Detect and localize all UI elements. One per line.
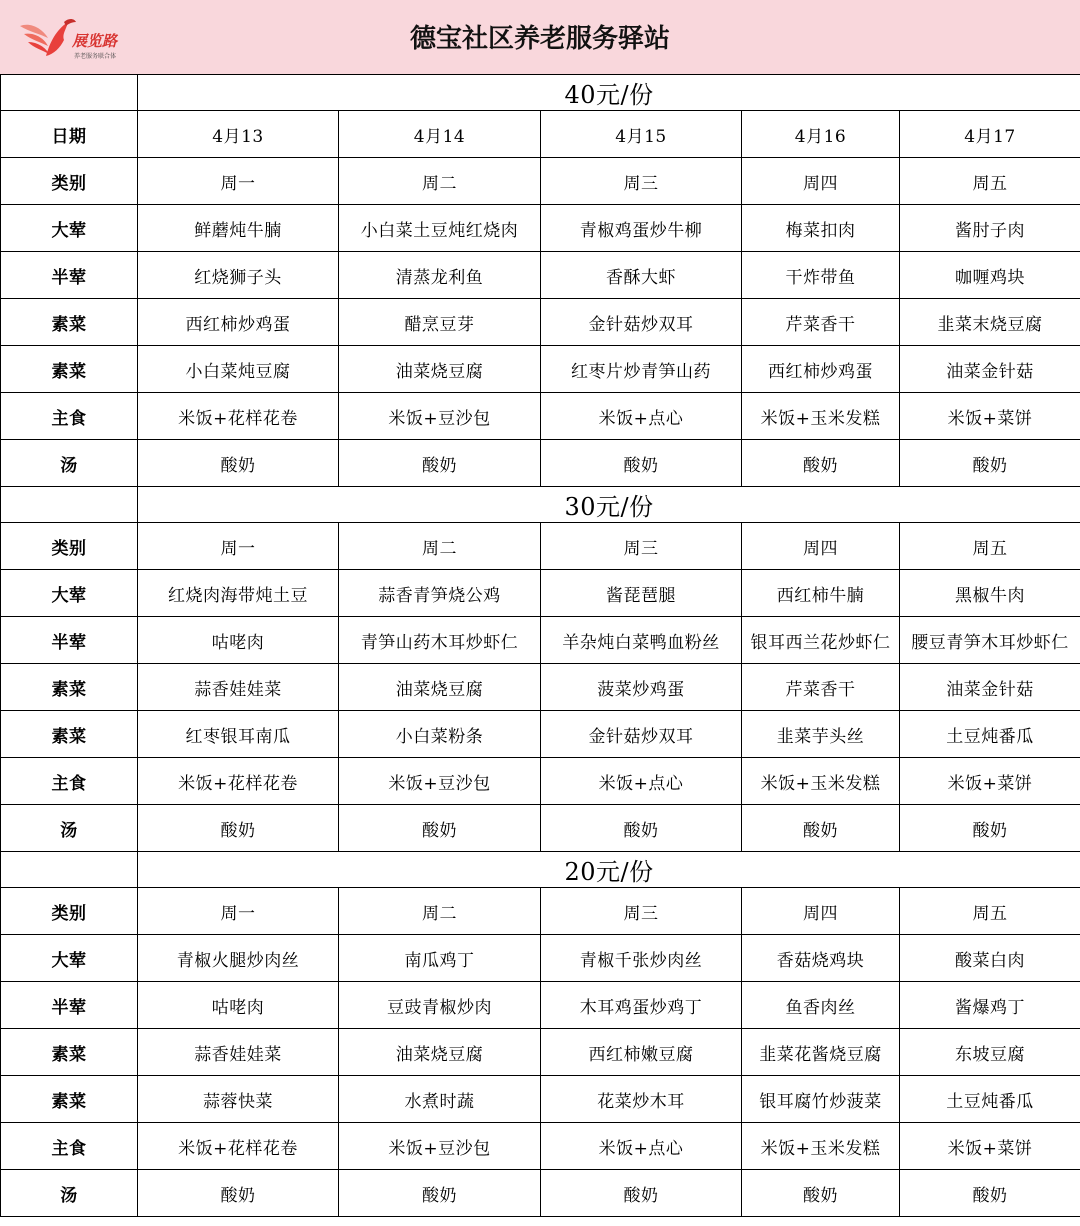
table-row: [1, 1123, 1080, 1170]
menu-cell: 香酥大虾: [541, 252, 742, 299]
menu-cell: 水煮时蔬: [339, 1076, 541, 1123]
menu-cell: 米饭+花样花卷: [138, 393, 339, 440]
row-label: 素菜: [1, 299, 138, 346]
menu-cell: 米饭+菜饼: [900, 758, 1080, 805]
menu-cell: 芹菜香干: [742, 664, 900, 711]
menu-cell: 酸奶: [138, 1170, 339, 1217]
menu-cell: 酸奶: [742, 805, 900, 852]
menu-cell: 酸奶: [900, 1170, 1080, 1217]
menu-cell: 周二: [339, 158, 541, 205]
menu-cell: 红枣片炒青笋山药: [541, 346, 742, 393]
menu-cell: 酸奶: [742, 1170, 900, 1217]
row-label: 大荤: [1, 935, 138, 982]
section-price-heading: 20元/份: [138, 852, 1080, 888]
table-row: [1, 440, 1080, 487]
menu-cell: 鱼香肉丝: [742, 982, 900, 1029]
table-row: [1, 393, 1080, 440]
menu-cell: 红烧狮子头: [138, 252, 339, 299]
menu-cell: 酸奶: [541, 440, 742, 487]
menu-cell: 酸奶: [339, 440, 541, 487]
menu-cell: 韭菜花酱烧豆腐: [742, 1029, 900, 1076]
row-label: 日期: [1, 111, 138, 158]
menu-cell: 酸奶: [138, 805, 339, 852]
menu-cell: 西红柿炒鸡蛋: [138, 299, 339, 346]
menu-cell: 油菜烧豆腐: [339, 664, 541, 711]
menu-cell: 羊杂炖白菜鸭血粉丝: [541, 617, 742, 664]
price-row: [1, 487, 1080, 523]
menu-cell: 米饭+菜饼: [900, 393, 1080, 440]
menu-cell: 周五: [900, 523, 1080, 570]
price-row-blank-cell: [1, 75, 138, 111]
table-row: [1, 1076, 1080, 1123]
menu-cell: 金针菇炒双耳: [541, 299, 742, 346]
menu-cell: 芹菜香干: [742, 299, 900, 346]
menu-cell: 韭菜芋头丝: [742, 711, 900, 758]
menu-cell: 周三: [541, 158, 742, 205]
table-row: [1, 1170, 1080, 1217]
menu-cell: 周三: [541, 523, 742, 570]
menu-cell: 米饭+豆沙包: [339, 1123, 541, 1170]
menu-cell: 酸奶: [339, 1170, 541, 1217]
menu-cell: 梅菜扣肉: [742, 205, 900, 252]
menu-cell: 周一: [138, 888, 339, 935]
menu-cell: 酸奶: [742, 440, 900, 487]
menu-cell: 酸菜白肉: [900, 935, 1080, 982]
menu-cell: 米饭+菜饼: [900, 1123, 1080, 1170]
row-label: 类别: [1, 888, 138, 935]
menu-cell: 小白菜粉条: [339, 711, 541, 758]
price-row-blank-cell: [1, 487, 138, 523]
table-row: [1, 805, 1080, 852]
menu-cell: 清蒸龙利鱼: [339, 252, 541, 299]
menu-cell: 土豆炖番瓜: [900, 711, 1080, 758]
menu-cell: 酸奶: [541, 805, 742, 852]
menu-cell: 周四: [742, 888, 900, 935]
menu-cell: 蒜香娃娃菜: [138, 1029, 339, 1076]
menu-cell: 4月16: [742, 111, 900, 158]
menu-cell: 4月17: [900, 111, 1080, 158]
menu-cell: 米饭+玉米发糕: [742, 393, 900, 440]
menu-cell: 红枣银耳南瓜: [138, 711, 339, 758]
menu-cell: 酱琵琶腿: [541, 570, 742, 617]
menu-cell: 4月15: [541, 111, 742, 158]
menu-cell: 米饭+点心: [541, 758, 742, 805]
menu-cell: 米饭+点心: [541, 393, 742, 440]
row-label: 素菜: [1, 346, 138, 393]
menu-body: [1, 75, 1080, 1217]
price-row-blank-cell: [1, 852, 138, 888]
table-row: [1, 111, 1080, 158]
table-row: [1, 570, 1080, 617]
row-label: 汤: [1, 440, 138, 487]
menu-cell: 蒜香青笋烧公鸡: [339, 570, 541, 617]
menu-cell: 东坡豆腐: [900, 1029, 1080, 1076]
table-row: [1, 935, 1080, 982]
menu-cell: 周五: [900, 158, 1080, 205]
menu-cell: 南瓜鸡丁: [339, 935, 541, 982]
row-label: 素菜: [1, 664, 138, 711]
menu-cell: 蒜香娃娃菜: [138, 664, 339, 711]
table-row: [1, 888, 1080, 935]
table-row: [1, 523, 1080, 570]
menu-cell: 金针菇炒双耳: [541, 711, 742, 758]
page-title: 德宝社区养老服务驿站: [409, 24, 670, 54]
table-row: [1, 617, 1080, 664]
row-label: 类别: [1, 523, 138, 570]
row-label: 半荤: [1, 252, 138, 299]
menu-cell: 酸奶: [900, 440, 1080, 487]
menu-table: [0, 74, 1080, 1217]
menu-cell: 酱爆鸡丁: [900, 982, 1080, 1029]
menu-cell: 酸奶: [541, 1170, 742, 1217]
menu-cell: 油菜烧豆腐: [339, 1029, 541, 1076]
menu-cell: 鲜蘑炖牛腩: [138, 205, 339, 252]
row-label: 素菜: [1, 1029, 138, 1076]
menu-cell: 小白菜炖豆腐: [138, 346, 339, 393]
menu-cell: 小白菜土豆炖红烧肉: [339, 205, 541, 252]
table-row: [1, 252, 1080, 299]
table-row: [1, 299, 1080, 346]
menu-cell: 酸奶: [900, 805, 1080, 852]
menu-cell: 米饭+玉米发糕: [742, 758, 900, 805]
menu-cell: 西红柿嫩豆腐: [541, 1029, 742, 1076]
row-label: 半荤: [1, 982, 138, 1029]
menu-cell: 米饭+花样花卷: [138, 1123, 339, 1170]
table-row: [1, 1029, 1080, 1076]
menu-cell: 油菜烧豆腐: [339, 346, 541, 393]
price-row: [1, 75, 1080, 111]
row-label: 主食: [1, 1123, 138, 1170]
menu-cell: 西红柿牛腩: [742, 570, 900, 617]
menu-cell: 蒜蓉快菜: [138, 1076, 339, 1123]
row-label: 素菜: [1, 1076, 138, 1123]
menu-cell: 干炸带鱼: [742, 252, 900, 299]
row-label: 大荤: [1, 205, 138, 252]
menu-cell: 周三: [541, 888, 742, 935]
menu-cell: 咖喱鸡块: [900, 252, 1080, 299]
menu-cell: 油菜金针菇: [900, 664, 1080, 711]
menu-cell: 青笋山药木耳炒虾仁: [339, 617, 541, 664]
logo-text: 展览路: [72, 32, 118, 50]
menu-cell: 油菜金针菇: [900, 346, 1080, 393]
menu-cell: 木耳鸡蛋炒鸡丁: [541, 982, 742, 1029]
menu-cell: 4月13: [138, 111, 339, 158]
row-label: 半荤: [1, 617, 138, 664]
menu-cell: 米饭+点心: [541, 1123, 742, 1170]
menu-cell: 香菇烧鸡块: [742, 935, 900, 982]
menu-cell: 周一: [138, 158, 339, 205]
menu-cell: 米饭+花样花卷: [138, 758, 339, 805]
menu-cell: 银耳腐竹炒菠菜: [742, 1076, 900, 1123]
row-label: 汤: [1, 1170, 138, 1217]
menu-cell: 周四: [742, 523, 900, 570]
menu-cell: 花菜炒木耳: [541, 1076, 742, 1123]
menu-cell: 周一: [138, 523, 339, 570]
table-row: [1, 982, 1080, 1029]
section-price-heading: 40元/份: [138, 75, 1080, 111]
row-label: 素菜: [1, 711, 138, 758]
menu-cell: 米饭+豆沙包: [339, 393, 541, 440]
row-label: 大荤: [1, 570, 138, 617]
menu-cell: 周二: [339, 523, 541, 570]
table-row: [1, 346, 1080, 393]
menu-cell: 银耳西兰花炒虾仁: [742, 617, 900, 664]
table-row: [1, 158, 1080, 205]
menu-cell: 酸奶: [138, 440, 339, 487]
section-price-heading: 30元/份: [138, 487, 1080, 523]
row-label: 主食: [1, 758, 138, 805]
menu-cell: 周二: [339, 888, 541, 935]
menu-cell: 腰豆青笋木耳炒虾仁: [900, 617, 1080, 664]
menu-cell: 周四: [742, 158, 900, 205]
menu-cell: 酱肘子肉: [900, 205, 1080, 252]
table-row: [1, 711, 1080, 758]
menu-cell: 黑椒牛肉: [900, 570, 1080, 617]
menu-cell: 米饭+玉米发糕: [742, 1123, 900, 1170]
menu-cell: 青椒千张炒肉丝: [541, 935, 742, 982]
menu-cell: 红烧肉海带炖土豆: [138, 570, 339, 617]
menu-cell: 米饭+豆沙包: [339, 758, 541, 805]
menu-cell: 咕咾肉: [138, 982, 339, 1029]
menu-cell: 菠菜炒鸡蛋: [541, 664, 742, 711]
row-label: 主食: [1, 393, 138, 440]
menu-cell: 周五: [900, 888, 1080, 935]
logo-subtext: 养老服务联合体: [74, 53, 117, 60]
table-row: [1, 664, 1080, 711]
table-row: [1, 758, 1080, 805]
header-banner: [0, 0, 1080, 74]
menu-cell: 青椒鸡蛋炒牛柳: [541, 205, 742, 252]
table-row: [1, 205, 1080, 252]
row-label: 类别: [1, 158, 138, 205]
menu-cell: 4月14: [339, 111, 541, 158]
row-label: 汤: [1, 805, 138, 852]
price-row: [1, 852, 1080, 888]
menu-cell: 西红柿炒鸡蛋: [742, 346, 900, 393]
menu-cell: 豆豉青椒炒肉: [339, 982, 541, 1029]
menu-cell: 韭菜末烧豆腐: [900, 299, 1080, 346]
menu-cell: 咕咾肉: [138, 617, 339, 664]
menu-cell: 醋烹豆芽: [339, 299, 541, 346]
menu-cell: 土豆炖番瓜: [900, 1076, 1080, 1123]
menu-cell: 酸奶: [339, 805, 541, 852]
menu-cell: 青椒火腿炒肉丝: [138, 935, 339, 982]
